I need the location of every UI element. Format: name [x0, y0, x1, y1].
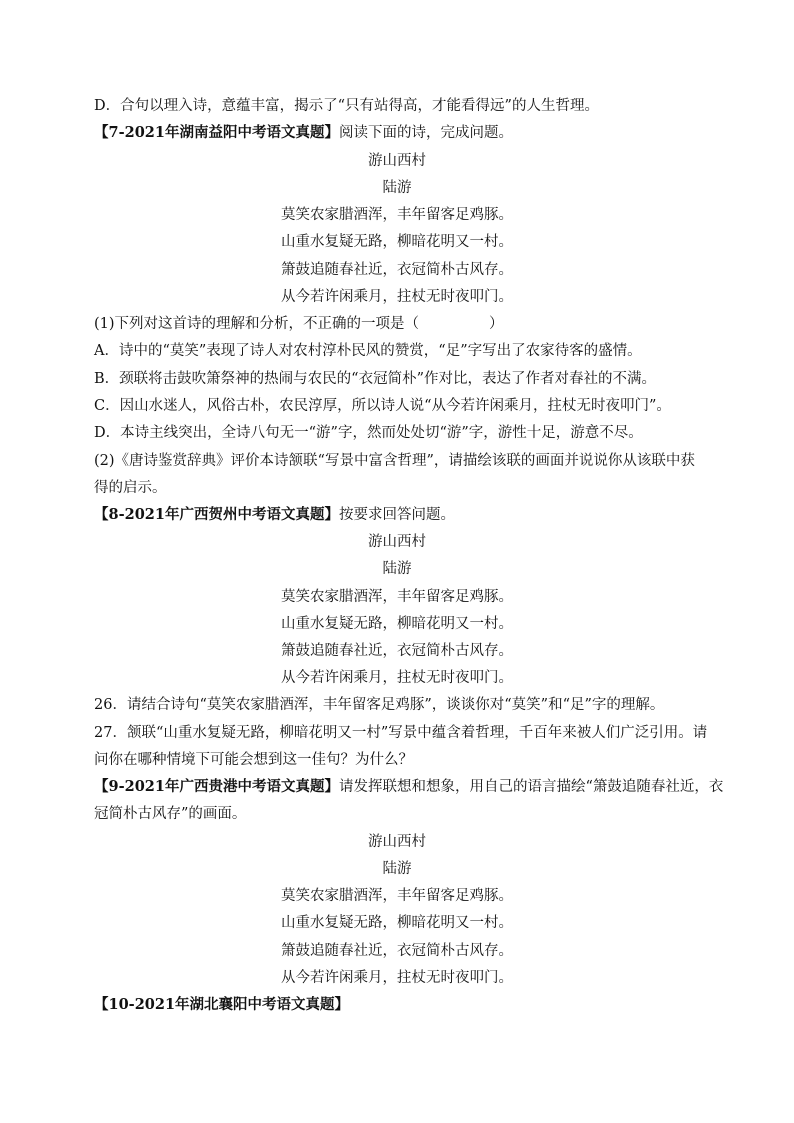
poem-line: 山重水复疑无路，柳暗花明又一村。	[281, 616, 513, 632]
subquestion-1-stem: (1)下列对这首诗的理解和分析，不正确的一项是（	[94, 316, 420, 332]
poem-line: 莫笑农家腊酒浑，丰年留客足鸡豚。	[281, 207, 513, 223]
poem-author: 陆游	[382, 180, 412, 196]
question-9-instruction-line-2: 冠简朴古风存”的画面。	[94, 806, 247, 822]
poem-line: 箫鼓追随春社近，衣冠简朴古风存。	[281, 262, 513, 278]
question-9-instruction: 请发挥联想和想象，用自己的语言描绘“箫鼓追随春社近，衣	[338, 779, 724, 795]
subquestion-2-line-1: (2)《唐诗鉴赏辞典》评价本诗颔联“写景中富含哲理”，请描绘该联的画面并说说你从该联中获	[94, 453, 695, 469]
poem-author: 陆游	[382, 561, 412, 577]
question-7-header: 【7-2021年湖南益阳中考语文真题】	[94, 124, 339, 141]
option-c: C．因山水迷人，风俗古朴，农民淳厚，所以诗人说“从今若许闲乘月，拄杖无时夜叩门”。	[94, 398, 671, 414]
option-b: B．颈联将击鼓吹箫祭神的热闹与农民的“衣冠简朴”作对比，表达了作者对春社的不满。	[94, 371, 656, 387]
poem-line: 山重水复疑无路，柳暗花明又一村。	[281, 915, 513, 931]
question-8-intro	[94, 505, 700, 525]
question-7-intro	[94, 123, 700, 143]
question-8-instruction: 按要求回答问题。	[338, 507, 455, 523]
question-10-header: 【10-2021年湖北襄阳中考语文真题】	[94, 996, 350, 1013]
poem-line: 箫鼓追随春社近，衣冠简朴古风存。	[281, 943, 513, 959]
poem-title: 游山西村	[368, 534, 426, 550]
question-9-header: 【9-2021年广西贵港中考语文真题】	[94, 778, 339, 795]
subquestion-2-line-2: 得的启示。	[94, 480, 167, 496]
question-27-line-1: 27．颔联“山重水复疑无路，柳暗花明又一村”写景中蕴含着哲理，千百年来被人们广泛引用。请	[94, 725, 708, 741]
poem-line: 山重水复疑无路，柳暗花明又一村。	[281, 234, 513, 250]
poem-line: 箫鼓追随春社近，衣冠简朴古风存。	[281, 643, 513, 659]
poem-title: 游山西村	[368, 153, 426, 169]
option-d-previous: D．合句以理入诗，意蕴丰富，揭示了“只有站得高，才能看得远”的人生哲理。	[94, 98, 599, 114]
question-8-header: 【8-2021年广西贺州中考语文真题】	[94, 506, 339, 523]
poem-line: 从今若许闲乘月，拄杖无时夜叩门。	[281, 289, 513, 305]
question-7-instruction: 阅读下面的诗，完成问题。	[338, 125, 513, 141]
poem-title: 游山西村	[368, 834, 426, 850]
question-27-line-2: 问你在哪种情境下可能会想到这一佳句？为什么？	[94, 752, 413, 768]
poem-line: 从今若许闲乘月，拄杖无时夜叩门。	[281, 670, 513, 686]
poem-line: 莫笑农家腊酒浑，丰年留客足鸡豚。	[281, 888, 513, 904]
poem-line: 从今若许闲乘月，拄杖无时夜叩门。	[281, 970, 513, 986]
subquestion-1	[94, 314, 700, 334]
subquestion-1-close: ）	[489, 316, 504, 332]
option-a: A．诗中的“莫笑”表现了诗人对农村淳朴民风的赞赏，“足”字写出了农家待客的盛情。	[94, 343, 642, 359]
question-9-intro	[94, 777, 724, 797]
poem-author: 陆游	[382, 861, 412, 877]
option-d: D．本诗主线突出，全诗八句无一“游”字，然而处处切“游”字，游性十足，游意不尽。	[94, 425, 643, 441]
question-26: 26．请结合诗句“莫笑农家腊酒浑，丰年留客足鸡豚”，谈谈你对“莫笑”和“足”字的理解。	[94, 697, 665, 713]
poem-line: 莫笑农家腊酒浑，丰年留客足鸡豚。	[281, 589, 513, 605]
